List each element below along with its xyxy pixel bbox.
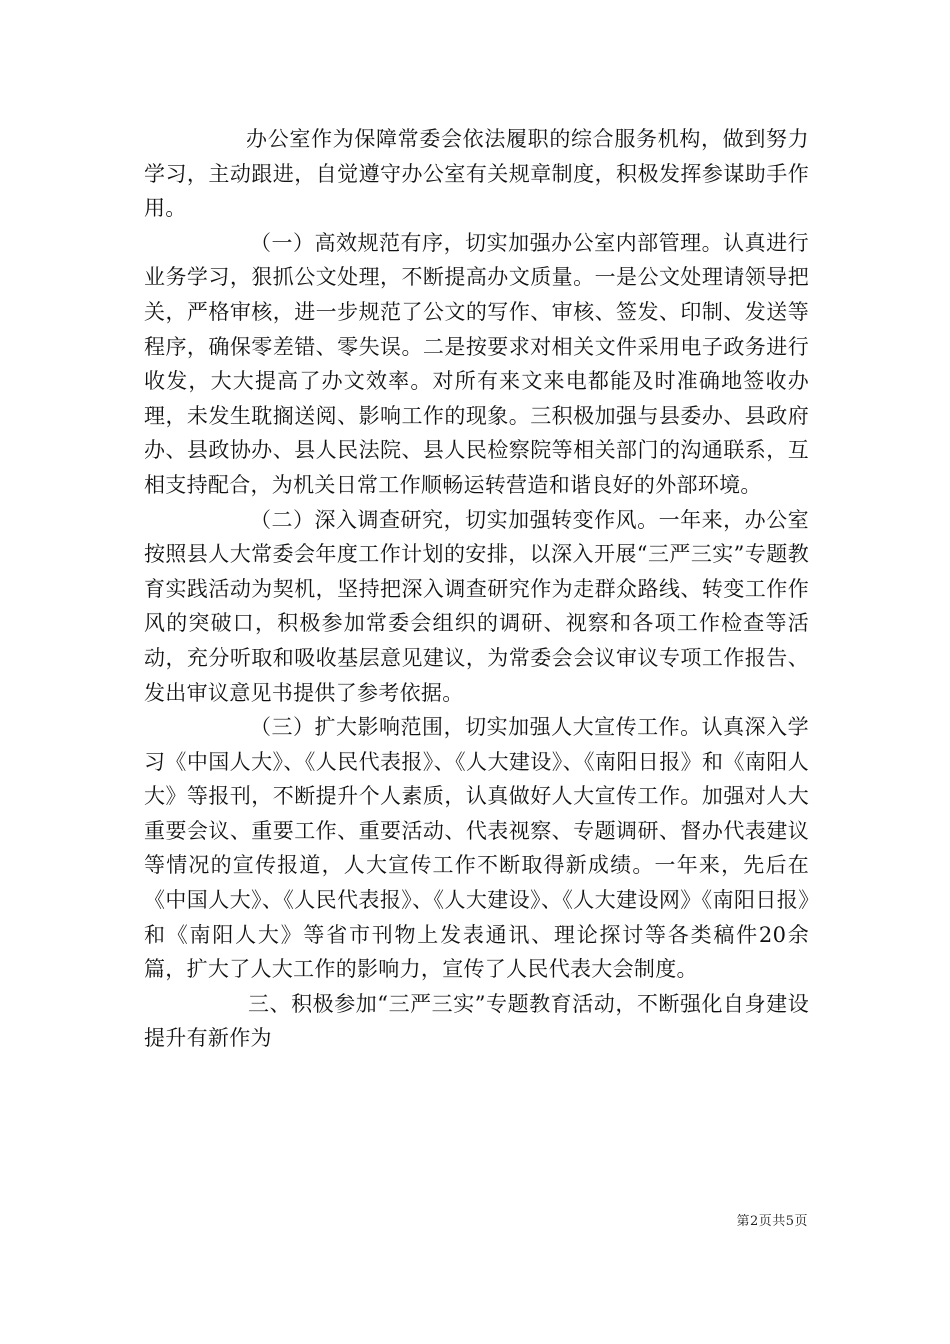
paragraph-publicity-work: （三）扩大影响范围，切实加强人大宣传工作。认真深入学习《中国人大》、《人民代表报》、《人大建设》、《南阳日报》和《南阳人大》等报刊，不断提升个人素质，认真做好人大宣传工作。加强对人大重要会议、重要工作、重要活动、代表视察、专题调研、督办代表建议等情况的宣传报道，人大宣传工作不断取得新成绩。一年来，先后在《中国人大》、《人民代表报》、《人大建设》、《人大建设网》《南阳日报》和《南阳人大》等省市刊物上发表通讯、理论探讨等各类稿件20余篇，扩大了人大工作的影响力，宣传了人民代表大会制度。 [144, 715, 809, 982]
document-body [144, 122, 809, 1056]
paragraph-office-role: 办公室作为保障常委会依法履职的综合服务机构，做到努力学习，主动跟进，自觉遵守办公室有关规章制度，积极发挥参谋助手作用。 [144, 127, 809, 221]
paragraph-research-style: （二）深入调查研究，切实加强转变作风。一年来，办公室按照县人大常委会年度工作计划的安排，以深入开展“三严三实”专题教育实践活动为契机，坚持把深入调查研究作为走群众路线、转变工作作风的突破口，积极参加常委会组织的调研、视察和各项工作检查等活动，充分听取和吸收基层意见建议，为常委会会议审议专项工作报告、发出审议意见书提供了参考依据。 [144, 507, 809, 705]
paragraph-internal-management: （一）高效规范有序，切实加强办公室内部管理。认真进行业务学习，狠抓公文处理，不断提高办文质量。一是公文处理请领导把关，严格审核，进一步规范了公文的写作、审核、签发、印制、发送等程序，确保零差错、零失误。二是按要求对相关文件采用电子政务进行收发，大大提高了办文效率。对所有来文来电都能及时准确地签收办理，未发生耽搁送阅、影响工作的现象。三积极加强与县委办、县政府办、县政协办、县人民法院、县人民检察院等相关部门的沟通联系，互相支持配合，为机关日常工作顺畅运转营造和谐良好的外部环境。 [144, 230, 809, 497]
page-number: 第2页共5页 [736, 1214, 808, 1229]
section-heading-three: 三、积极参加“三严三实”专题教育活动，不断强化自身建设提升有新作为 [144, 991, 809, 1051]
